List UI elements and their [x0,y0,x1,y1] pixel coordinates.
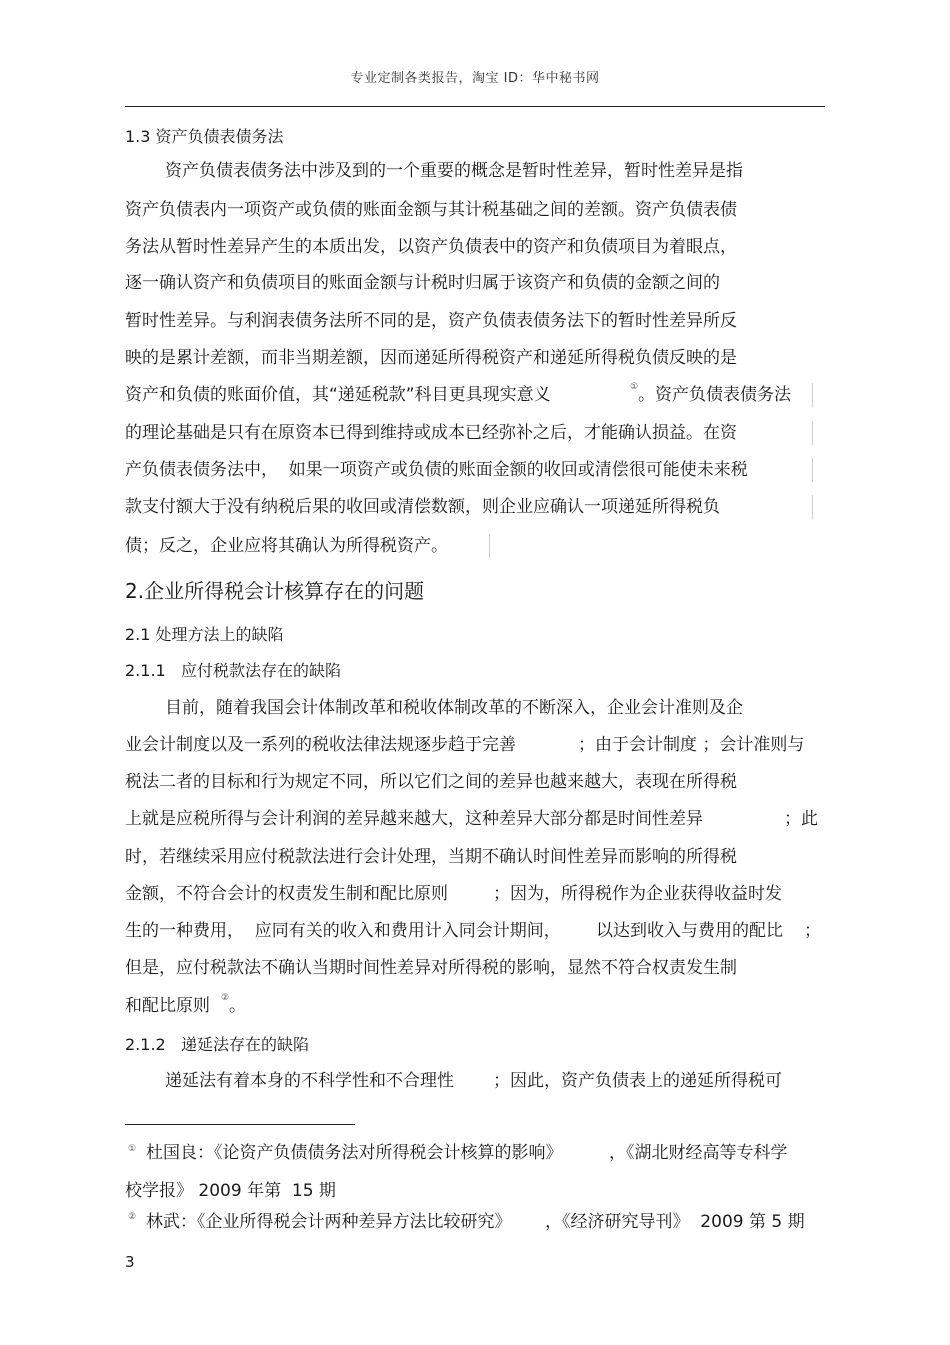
paragraph-line: ；由于会计制度 ；会计准则与 [578,735,805,755]
footnote-rule [125,1124,355,1125]
paragraph-line: 以达到收入与费用的配比 [596,921,783,941]
section-heading: 1.3 资产负债表债务法 [125,127,284,146]
paragraph-line: 产负债表债务法中， 如果一项资产或负债的账面金额的收回或清偿很可能使未来税 [125,460,748,480]
footnote-ref: ② [221,993,230,1003]
page-header: 专业定制各类报告，淘宝 ID：华中秘书网 [350,71,600,86]
subsection-heading: 2.1.1 应付税款法存在的缺陷 [125,661,341,680]
paragraph-line: 递延法有着本身的不科学性和不合理性 [165,1071,454,1091]
page-number: 3 [125,1253,135,1271]
paragraph-line: 资产负债表内一项资产或负债的账面金额与其计税基础之间的差额。资产负债表债 [125,200,737,220]
footnote-text: ，《湖北财经高等专科学 [609,1143,788,1163]
footnote-text: 杜国良：《论资产负债债务法对所得税会计核算的影响》 [146,1143,563,1163]
paragraph-line: 时，若继续采用应付税款法进行会计处理，当期不确认时间性差异而影响的所得税 [125,847,737,867]
chapter-heading: 2.企业所得税会计核算存在的问题 [125,579,425,603]
paragraph-line: ；因为，所得税作为企业获得收益时发 [493,884,782,904]
footnote-ref: ① [630,382,639,392]
footnote-text: 林武：《企业所得税会计两种差异方法比较研究》 [146,1212,512,1232]
paragraph-line: 业会计制度以及一系列的税收法律法规逐步趋于完善 [125,735,516,755]
paragraph-line: 上就是应税所得与会计利润的差异越来越大，这种差异大部分都是时间性差异 [125,809,703,829]
paragraph-line: 映的是累计差额，而非当期差额，因而递延所得税资产和递延所得税负债反映的是 [125,348,737,368]
paragraph-line: ； [804,921,821,941]
change-bar [812,458,813,482]
change-bar [812,421,813,445]
paragraph-line: 资产负债表债务法中涉及到的一个重要的概念是暂时性差异，暂时性差异是指 [165,161,743,181]
paragraph-line: 债；反之，企业应将其确认为所得税资产。 [125,536,448,556]
paragraph-line: 逐一确认资产和负债项目的账面金额与计税时归属于该资产和负债的金额之间的 [125,273,720,293]
subsection-heading: 2.1.2 递延法存在的缺陷 [125,1035,309,1054]
paragraph-line: 的理论基础是只有在原资本已得到维持或成本已经弥补之后，才能确认损益。在资 [125,423,737,443]
change-bar [812,495,813,519]
paragraph-line: 和配比原则 [125,996,210,1016]
paragraph-line: 金额，不符合会计的权责发生制和配比原则 [125,884,448,904]
section-heading: 2.1 处理方法上的缺陷 [125,625,284,644]
paragraph-line: 。 [229,996,246,1016]
change-bar [812,383,813,407]
footnote-mark: ② [128,1212,137,1222]
header-rule [125,106,825,107]
footnote-text: 校学报》 2009 年第 15 期 [125,1181,336,1201]
paragraph-line: ；因此，资产负债表上的递延所得税可 [493,1071,782,1091]
footnote-text: ，《经济研究导刊》 2009 第 5 期 [545,1212,805,1232]
paragraph-line: 款支付额大于没有纳税后果的收回或清偿数额，则企业应确认一项递延所得税负 [125,497,720,517]
paragraph-line: 但是，应付税款法不确认当期时间性差异对所得税的影响，显然不符合权责发生制 [125,958,737,978]
paragraph-line: 。资产负债表债务法 [638,385,791,405]
footnote-mark: ① [128,1144,137,1154]
paragraph-line: 务法从暂时性差异产生的本质出发，以资产负债表中的资产和负债项目为着眼点， [125,237,737,257]
paragraph-line: 税法二者的目标和行为规定不同，所以它们之间的差异也越来越大，表现在所得税 [125,772,737,792]
paragraph-line: ；此 [784,809,818,829]
paragraph-line: 资产和负债的账面价值，其“递延税款”科目更具现实意义 [125,385,551,405]
paragraph-line: 暂时性差异。与利润表债务法所不同的是，资产负债表债务法下的暂时性差异所反 [125,311,737,331]
paragraph-line: 目前，随着我国会计体制改革和税收体制改革的不断深入，企业会计准则及企 [165,698,743,718]
paragraph-line: 生的一种费用， 应同有关的收入和费用计入同会计期间， [125,921,561,941]
change-bar [489,534,490,558]
